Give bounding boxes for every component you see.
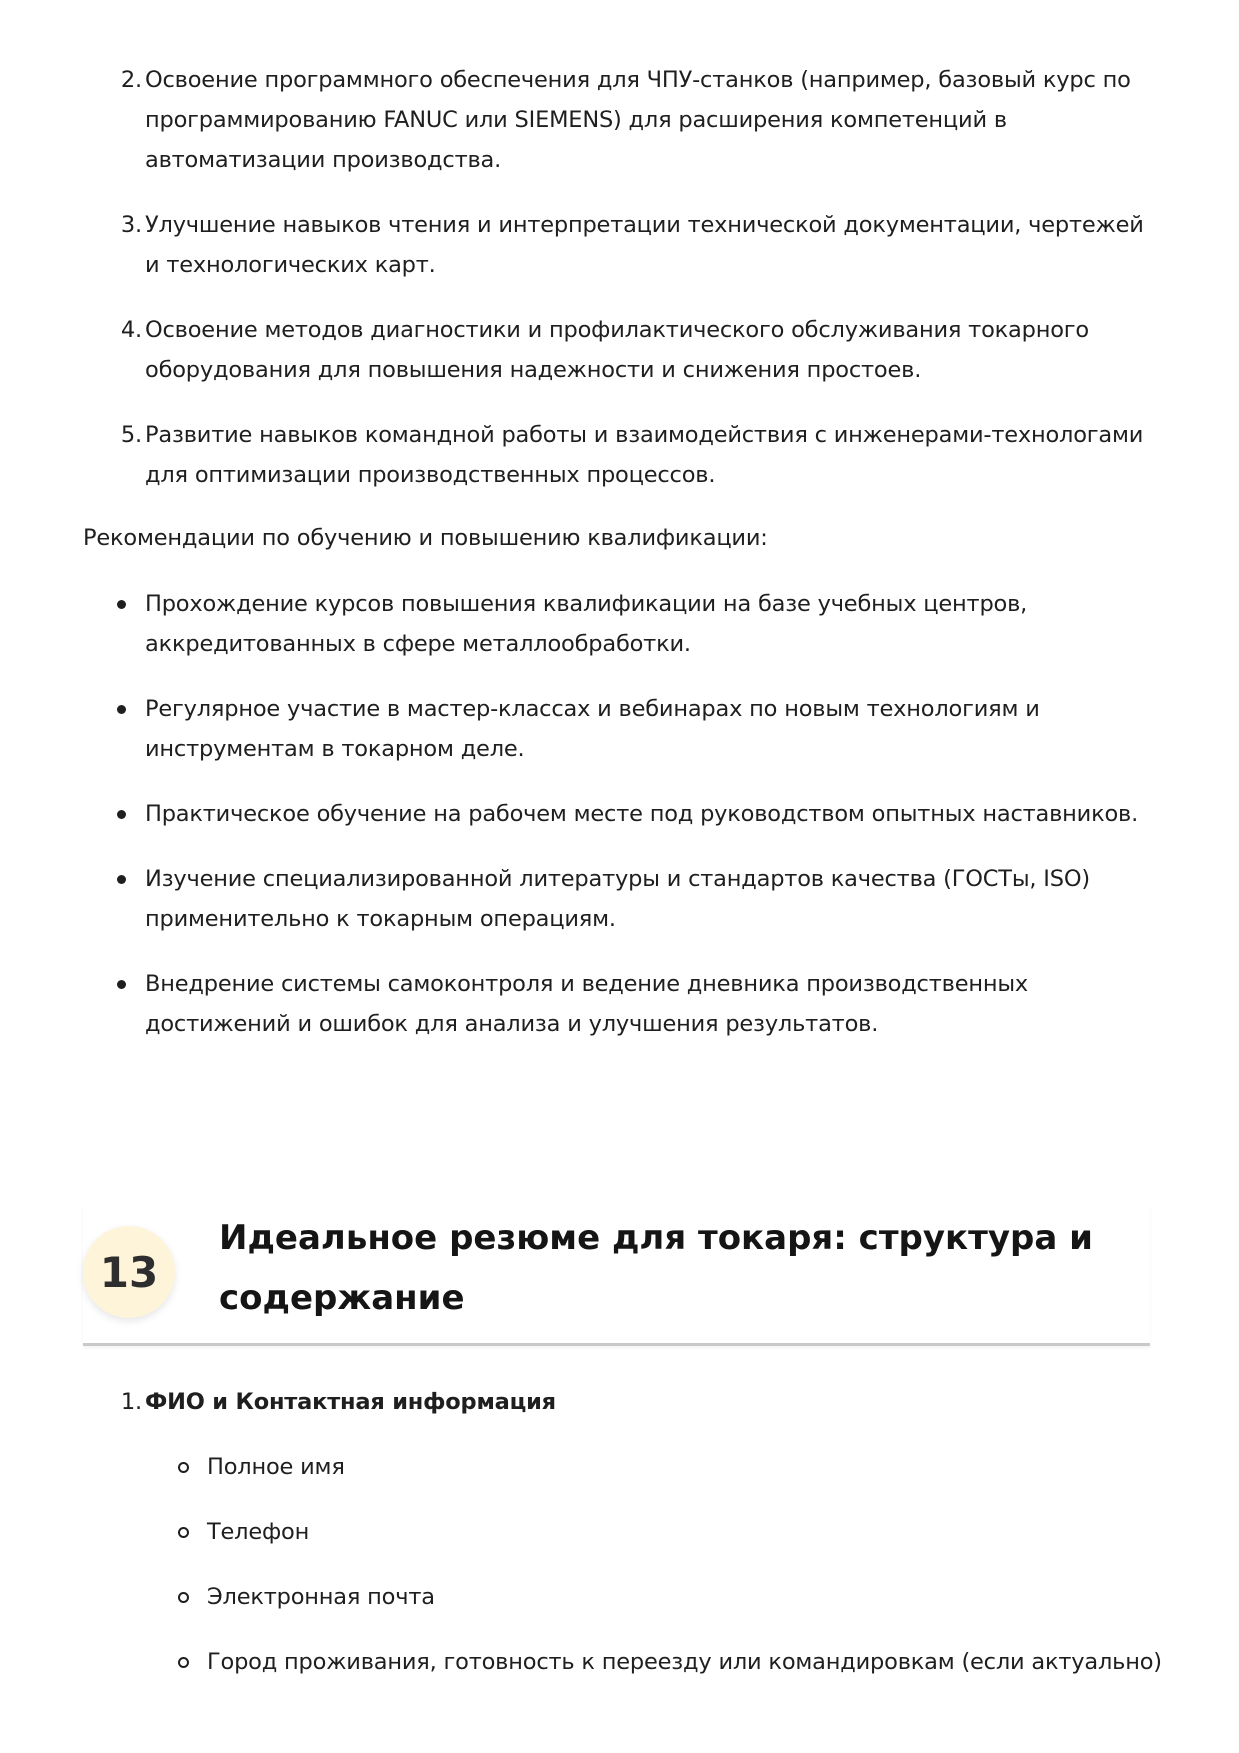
list-item-title: ФИО и Контактная информация xyxy=(145,1389,556,1415)
list-number: 2. xyxy=(120,67,142,93)
list-item-text: Практическое обучение на рабочем месте под руководством опытных наставников. xyxy=(145,801,1139,827)
bullet-icon xyxy=(117,810,126,819)
sublist-item xyxy=(0,1577,1239,1617)
sublist-item-text: Город проживания, готовность к переезду или командировкам (если актуально) xyxy=(207,1649,1162,1675)
list-number: 3. xyxy=(120,212,142,238)
circle-bullet-icon xyxy=(178,1527,189,1538)
sublist-item-text: Электронная почта xyxy=(207,1584,435,1610)
contact-info-sublist xyxy=(0,1447,1239,1682)
list-item-text: Освоение программного обеспечения для ЧПУ-станков (например, базовый курс по программированию FANUC или SIEMENS) для расширения компетенций в автоматизации производства. xyxy=(145,67,1131,173)
section-number-badge: 13 xyxy=(83,1226,175,1318)
section-title: Идеальное резюме для токаря: структура и содержание xyxy=(219,1218,1093,1318)
list-item xyxy=(0,205,1239,285)
bullet-icon xyxy=(117,875,126,884)
sublist-item xyxy=(0,1512,1239,1552)
sublist-item-text: Полное имя xyxy=(207,1454,345,1480)
circle-bullet-icon xyxy=(178,1462,189,1473)
circle-bullet-icon xyxy=(178,1592,189,1603)
list-item xyxy=(0,689,1239,769)
list-item-text: Изучение специализированной литературы и стандартов качества (ГОСТы, ISO) применительно к токарным операциям. xyxy=(145,866,1090,932)
bullet-icon xyxy=(117,705,126,714)
list-number: 4. xyxy=(120,317,142,343)
recommendations-heading: Рекомендации по обучению и повышению квалификации: xyxy=(83,525,768,551)
list-number: 1. xyxy=(120,1389,142,1415)
list-item-text: Внедрение системы самоконтроля и ведение дневника производственных достижений и ошибок для анализа и улучшения результатов. xyxy=(145,971,1029,1037)
sublist-item-text: Телефон xyxy=(207,1519,310,1545)
recommendations-list xyxy=(0,584,1239,1069)
list-item xyxy=(0,60,1239,180)
list-item-text: Регулярное участие в мастер-классах и вебинарах по новым технологиям и инструментам в токарном деле. xyxy=(145,696,1040,762)
list-item xyxy=(0,964,1239,1044)
list-item xyxy=(0,415,1239,495)
list-item-text: Улучшение навыков чтения и интерпретации технической документации, чертежей и технологических карт. xyxy=(145,212,1144,278)
sublist-item xyxy=(0,1642,1239,1682)
list-item xyxy=(0,859,1239,939)
list-item xyxy=(0,794,1239,834)
list-item-text: Развитие навыков командной работы и взаимодействия с инженерами-технологами для оптимизации производственных процессов. xyxy=(145,422,1144,488)
list-item xyxy=(0,310,1239,390)
list-item-text: Освоение методов диагностики и профилактического обслуживания токарного оборудования для повышения надежности и снижения простоев. xyxy=(145,317,1089,383)
bullet-icon xyxy=(117,980,126,989)
bullet-icon xyxy=(117,600,126,609)
list-item xyxy=(0,1382,1239,1422)
development-goals-list xyxy=(0,60,1239,520)
list-item-text: Прохождение курсов повышения квалификации на базе учебных центров, аккредитованных в сфере металлообработки. xyxy=(145,591,1028,657)
section-header xyxy=(83,1205,1150,1346)
sublist-container xyxy=(0,1447,1239,1682)
resume-structure-list xyxy=(0,1382,1239,1707)
sublist-item xyxy=(0,1447,1239,1487)
list-item xyxy=(0,584,1239,664)
circle-bullet-icon xyxy=(178,1657,189,1668)
list-number: 5. xyxy=(120,422,142,448)
